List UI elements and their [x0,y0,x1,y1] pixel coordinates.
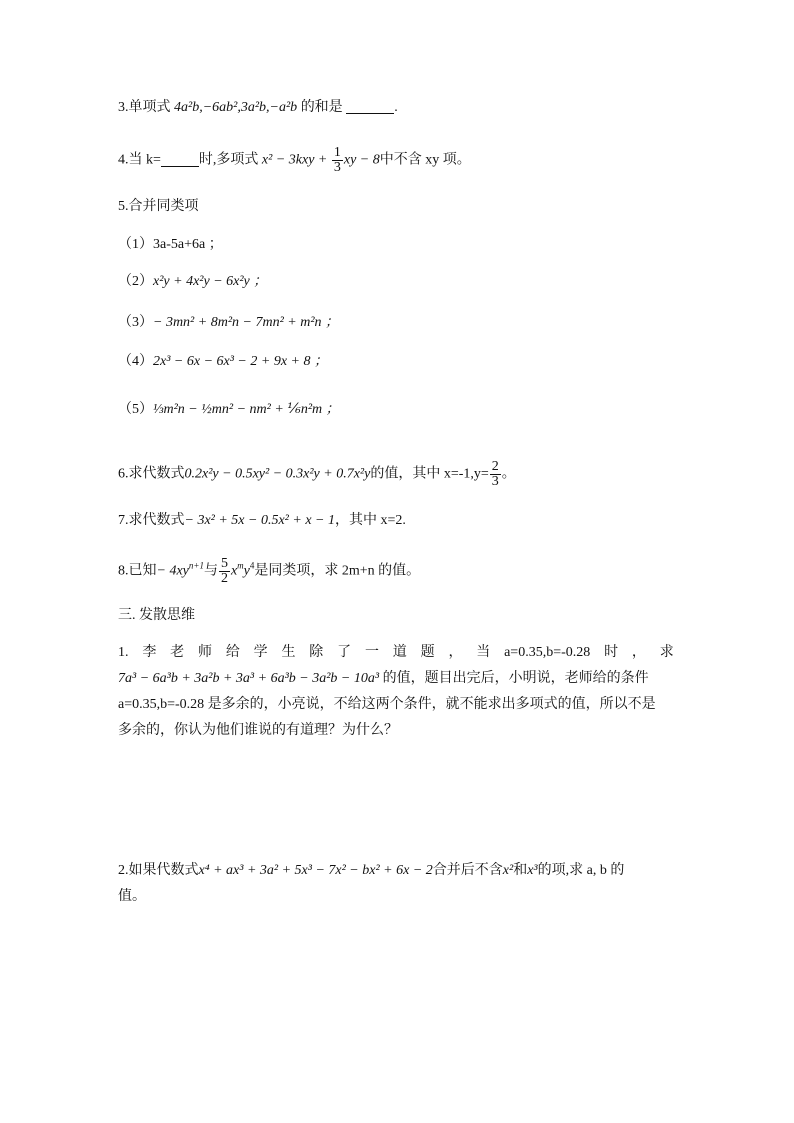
q8-fraction [219,557,230,586]
problem-2-line-1 [118,858,674,884]
q4-mid: 时,多项式 [198,152,259,168]
q5-item-4 [118,352,328,372]
q5-item-3 [118,313,339,333]
p1-word: a=0.35,b=-0.28 [504,645,591,660]
q6-prefix: 6.求代数式 [118,466,185,482]
section-3-title: 三. 发散思维 [118,608,195,623]
q4-prefix: 4.当 k= [118,152,161,168]
p2-expression: x⁴ + ax³ + 3a² + 5x³ − 7x² − bx² + 6x − 2 [198,863,433,878]
q4-expression-b: xy − 8 [343,152,380,168]
question-3 [118,98,398,118]
p1-word: 李 [142,645,157,660]
q8-prefix: 8.已知 [118,563,157,579]
q8-mid: 与 [203,563,218,579]
q7-expression: − 3x² + 5x − 0.5x² + x − 1 [184,513,335,528]
p1-word: 学 [253,645,268,660]
q6-mid: 的值，其中 x=-1,y= [370,466,489,482]
p1-word: 老 [170,645,185,660]
problem-2-line-2: 值。 [118,889,146,904]
q6-end: 。 [501,466,516,482]
p1-word: 1. [118,645,129,660]
q6-expression: 0.2x²y − 0.5xy² − 0.3x²y + 0.7x²y [184,466,371,482]
q5-item-label: （2） [118,274,153,289]
question-4 [118,146,471,175]
q8-sup-b: m [237,560,244,571]
q5-item-label: （5） [118,402,153,417]
q5-item-2 [118,272,267,292]
q6-frac-num: 2 [491,459,499,474]
problem-1-line-3: a=0.35,b=-0.28 是多余的，小亮说，不给这两个条件，就不能求出多项式的值，所以不是 [118,697,656,712]
q5-item-text: 2x³ − 6x − 6x³ − 2 + 9x + 8 ； [153,354,328,369]
p1-line-2-text: 的值，题目出完后，小明说，老师给的条件 [379,671,649,686]
q6-fraction [490,460,501,489]
p1-word: 一 [364,645,379,660]
p2-term-2: x³ [527,863,538,878]
q3-answer-blank[interactable] [346,99,394,114]
q8-suffix: 是同类项，求 2m+n 的值。 [254,563,421,579]
q8-sup-c: 4 [249,560,255,571]
problem-1-line-4: 多余的，你认为他们谁说的有道理？为什么？ [118,723,398,738]
question-5-title: 5.合并同类项 [118,199,199,214]
p1-word: 题 [420,645,435,660]
q4-answer-blank[interactable] [161,152,199,167]
p1-word: 师 [197,645,212,660]
q8-expression-c: y [243,563,250,579]
q8-sup-a: n+1 [188,560,204,571]
q4-expression-a: x² − 3kxy + [261,152,331,168]
q4-frac-num: 1 [333,145,341,160]
q5-item-text: x²y + 4x²y − 6x²y ； [153,274,268,289]
q5-item-label: （1） [118,237,153,252]
p2-and: 和 [513,863,528,878]
p1-word: 道 [392,645,407,660]
problem-1-line-1 [118,640,674,666]
p1-word: 求 [659,645,674,660]
problem-2 [118,858,674,910]
problem-1 [118,640,674,744]
p1-word: 给 [225,645,240,660]
q5-item-text: ⅓m²n − ½mn² − nm² + ⅙n²m ； [153,402,340,417]
q5-item-5 [118,400,340,420]
question-7 [118,511,406,531]
q3-suffix: 的和是 [300,100,343,115]
p1-word: 除 [309,645,324,660]
question-8 [118,557,420,586]
q5-item-1 [118,235,223,255]
q3-end: . [394,100,398,115]
q3-prefix: 3.单项式 [118,100,171,115]
q8-expression-b: x [230,563,238,579]
p2-mid: 合并后不含 [432,863,503,878]
p1-word: 当 [476,645,491,660]
q4-suffix: 中不含 xy 项。 [379,152,471,168]
p2-term-1: x² [502,863,514,878]
p2-prefix: 2.如果代数式 [118,863,199,878]
q8-frac-num: 5 [220,556,228,571]
q8-expression-a: − 4xy [156,563,189,579]
q7-suffix: ，其中 x=2. [335,513,406,528]
p1-expression: 7a³ − 6a³b + 3a²b + 3a³ + 6a³b − 3a²b − 10a³ [118,671,380,686]
q5-item-text: 3a-5a+6a ； [153,237,223,252]
q4-frac-den: 3 [333,160,341,175]
problem-1-line-2 [118,666,674,692]
q7-prefix: 7.求代数式 [118,513,185,528]
q3-expression: 4a²b,−6ab²,3a²b,−a²b [174,100,298,115]
q6-frac-den: 3 [491,474,499,489]
q5-item-text: − 3mn² + 8m²n − 7mn² + m²n ； [153,315,340,330]
p1-word: 了 [337,645,352,660]
p1-word: ， [631,645,646,660]
q5-item-label: （4） [118,354,153,369]
p1-word: ， [448,645,463,660]
question-6 [118,460,516,489]
p1-word: 时 [604,645,619,660]
q5-item-label: （3） [118,315,153,330]
q4-fraction [332,146,343,175]
q8-frac-den: 2 [220,571,228,586]
p1-word: 生 [281,645,296,660]
p2-suffix: 的项,求 a, b 的 [537,863,625,878]
